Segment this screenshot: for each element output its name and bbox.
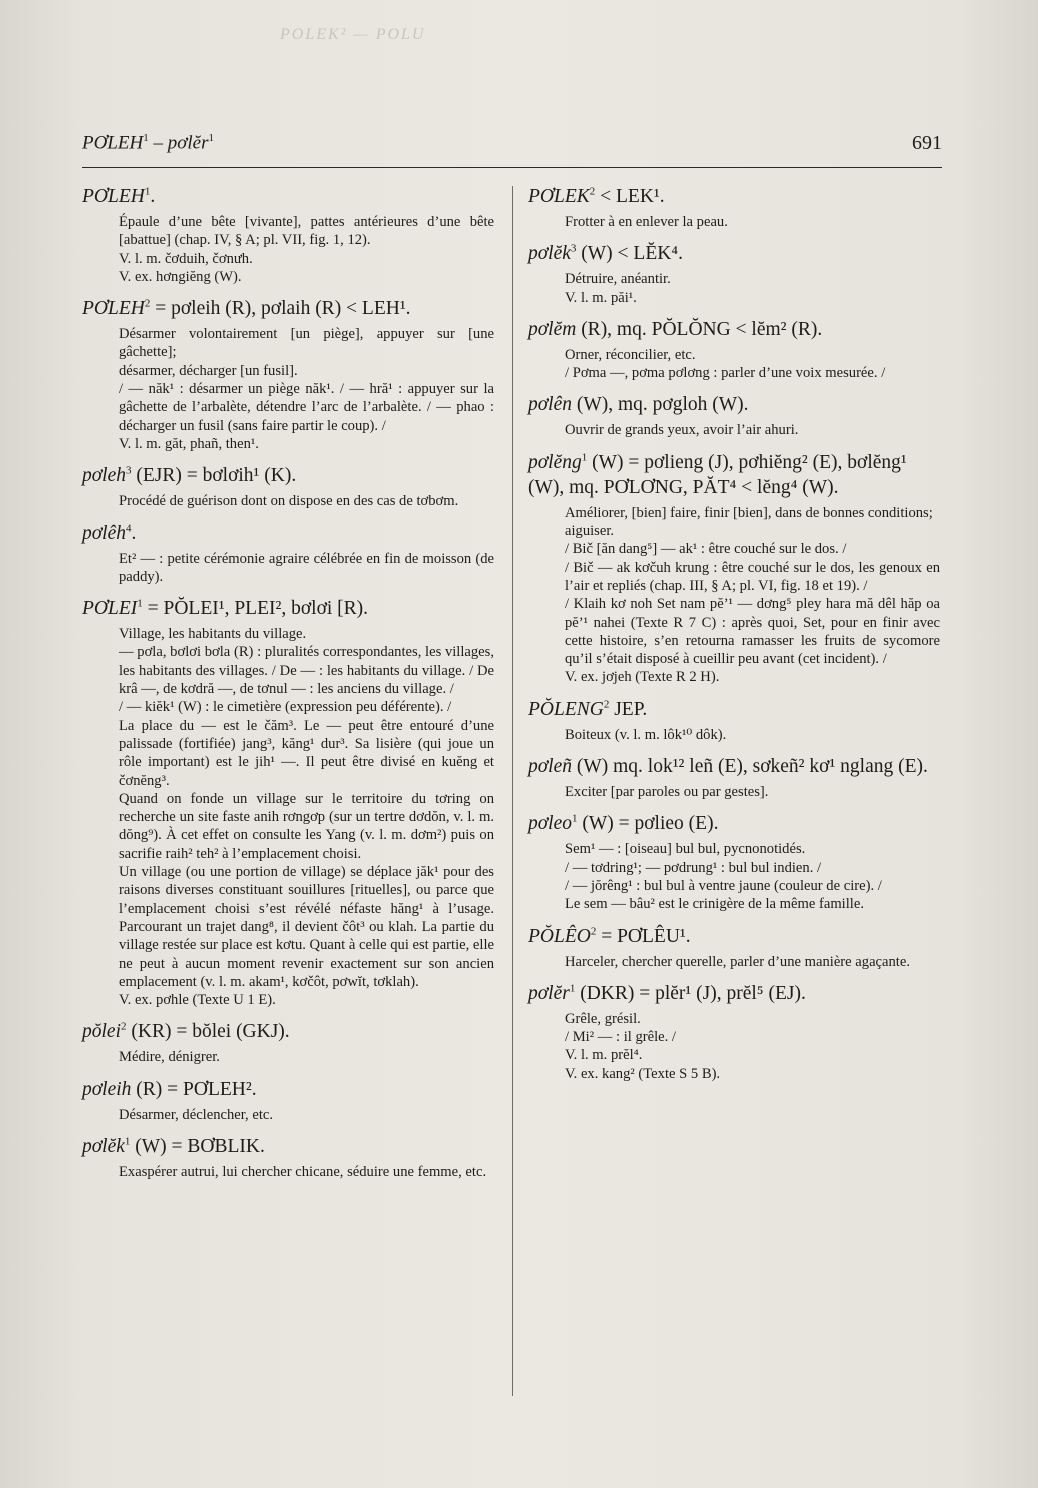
entry-definition: [528, 726, 940, 744]
definition-line: / Pơma —, pơma pơlơng : parler d’une voix mesurée. /: [565, 365, 886, 382]
headword-term: pŏlei: [82, 1021, 121, 1043]
dictionary-entry: [82, 463, 494, 510]
entry-definition: [82, 625, 494, 1009]
headword-term: PƠLEK: [528, 186, 590, 207]
dictionary-entry: [528, 392, 940, 439]
definition-line: Exaspérer autrui, lui chercher chicane, séduire une femme, etc.: [119, 1163, 487, 1180]
definition-line: Désarmer, déclencher, etc.: [119, 1106, 273, 1123]
headword-variants: (EJR) = bơlơih¹ (K).: [131, 465, 297, 487]
headword-variants: (W) = BƠBLIK.: [130, 1135, 265, 1157]
entry-definition: [528, 840, 940, 913]
headword-variants: (W), mq. pơgloh (W).: [571, 394, 749, 416]
headword-term: pơleih: [82, 1078, 132, 1100]
definition-line: Orner, réconcilier, etc.: [565, 346, 696, 363]
headword-variants: .: [150, 186, 156, 207]
entry-definition: [82, 213, 494, 286]
left-column: [82, 184, 494, 1191]
header-rule: [82, 167, 942, 168]
definition-line: V. ex. jơjeh (Texte R 2 H).: [565, 669, 720, 686]
headword-term: PŎLENG: [528, 698, 604, 720]
entry-headword: [82, 463, 494, 488]
definition-line: Un village (ou une portion de village) se déplace jăk¹ pour des raisons diverses constituant souillures [rituelles], ou parce que l’emplacement choisi s’est révélé néfaste hăng¹ à l’usage. Parcourant un trajet dang⁸, il devient čôt³ ou klah. La partie du village restée sur place est kơtu. Quant à celle qui est partie, elle ne peut à aucun moment revenir exactement sur son ancien emplacement (v. l. m. akam¹, kơčôt, pơwĭt, tơklah).: [119, 864, 494, 990]
headword-homonym-number: 2: [144, 297, 151, 310]
headword-term: PŎLÊO: [528, 925, 591, 947]
headword-variants: (W) mq. lok¹² leñ (E), sơkeñ² kơ¹ nglang (E).: [571, 756, 928, 778]
headword-term: pơleh: [82, 465, 126, 487]
headword-variants: < LEK¹.: [595, 186, 665, 207]
dictionary-entry: [528, 981, 940, 1083]
definition-line: Village, les habitants du village.: [119, 626, 307, 643]
headword-variants: = PŎLEI¹, PLEI², bơlơi [R).: [142, 598, 369, 620]
headword-term: pơleñ: [528, 756, 572, 778]
headword-variants: JEP.: [609, 698, 648, 720]
definition-line: — pơla, bơlơi bơla (R) : pluralités correspondantes, les villages, les habitants des villages. / De — : les habitants du village. / De krâ —, de kơdră —, de tơnul — : les anciens du village. /: [119, 644, 494, 698]
headword-homonym-number: 1: [137, 597, 143, 610]
headword-term: pơlĕk: [82, 1135, 125, 1157]
definition-line: / — tơdring¹; — pơdrung¹ : bul bul indien. /: [565, 859, 822, 876]
definition-line: / Mi² — : il grêle. /: [565, 1029, 676, 1046]
headword-homonym-number: 4: [125, 522, 132, 535]
entry-headword: [82, 296, 494, 321]
definition-line: V. l. m. păi¹.: [565, 289, 637, 306]
dictionary-entry: [82, 1019, 494, 1066]
dictionary-entry: [528, 184, 940, 231]
headword-homonym-number: 2: [603, 698, 610, 711]
definition-line: Sem¹ — : [oiseau] bul bul, pycnonotidés.: [565, 841, 806, 858]
entry-headword: [528, 241, 940, 266]
show-through-text: POLEK² — POLU: [280, 26, 426, 43]
headword-variants: = PƠLÊU¹.: [596, 925, 691, 947]
dictionary-entry: [528, 924, 940, 971]
running-head-first-word: PƠLEH: [82, 132, 144, 154]
running-head-first-sup: 1: [143, 132, 149, 144]
dictionary-entry: [528, 697, 940, 744]
headword-homonym-number: 1: [569, 982, 576, 995]
definition-line: / — kiĕk¹ (W) : le cimetière (expression peu déférente). /: [119, 699, 452, 716]
dictionary-entry: [528, 811, 940, 913]
definition-line: Désarmer volontairement [un piège], appuyer sur [une gâchette];: [119, 326, 494, 361]
dictionary-entry: [82, 596, 494, 1009]
dictionary-entry: [82, 521, 494, 587]
definition-line: / — jŏrêng¹ : bul bul à ventre jaune (couleur de cire). /: [565, 877, 882, 894]
headword-variants: (W) = pơlieng (J), pơhiĕng² (E), bơlĕng¹ (W), mq. PƠLƠNG, PĂT⁴ < lĕng⁴ (W).: [528, 451, 907, 498]
entry-definition: [528, 504, 940, 687]
headword-variants: = pơleih (R), pơlaih (R) < LEH¹.: [150, 298, 411, 320]
entry-headword: [528, 754, 940, 779]
headword-term: PƠLEH: [82, 186, 145, 207]
entry-headword: [82, 1134, 494, 1159]
dictionary-entry: [82, 184, 494, 286]
running-head: [82, 132, 942, 164]
entry-definition: [82, 1106, 494, 1124]
headword-variants: (W) = pơlieo (E).: [577, 813, 719, 835]
entry-headword: [528, 981, 940, 1006]
headword-term: pơlêh: [82, 522, 126, 544]
headword-variants: .: [131, 522, 137, 544]
definition-line: Boiteux (v. l. m. lôk¹⁰ dôk).: [565, 726, 727, 743]
headword-term: pơleo: [528, 813, 572, 835]
definition-line: / Bič — ak kơčuh krung : être couché sur le dos, les genoux en l’air et repliés (chap. III, § A; pl. VI, fig. 18 et 19). /: [565, 559, 940, 594]
headword-term: pơlĕk: [528, 243, 571, 265]
definition-line: Frotter à en enlever la peau.: [565, 214, 728, 230]
headword-variants: (W) < LĔK⁴.: [576, 243, 683, 265]
definition-line: Exciter [par paroles ou par gestes].: [565, 784, 769, 801]
headword-homonym-number: 2: [121, 1020, 127, 1033]
definition-line: Améliorer, [bien] faire, finir [bien], dans de bonnes conditions;: [565, 504, 933, 521]
headword-term: pơlĕm: [528, 318, 577, 340]
entry-definition: [528, 421, 940, 439]
definition-line: Harceler, chercher querelle, parler d’une manière agaçante.: [565, 953, 910, 970]
headword-variants: (DKR) = plĕr¹ (J), prĕl⁵ (EJ).: [575, 982, 806, 1004]
dictionary-entry: [528, 317, 940, 383]
headword-homonym-number: 2: [590, 925, 597, 938]
column-divider: [512, 186, 513, 1396]
running-head-separator: –: [148, 132, 168, 154]
definition-line: Ouvrir de grands yeux, avoir l’air ahuri.: [565, 422, 799, 439]
headword-homonym-number: 1: [144, 185, 151, 198]
headword-homonym-number: 3: [570, 242, 577, 255]
headword-term: pơlĕng: [528, 451, 582, 473]
definition-line: / Klaih kơ noh Set nam pĕ’¹ — dơng⁵ pley hara mă dêl hăp oa pĕ’¹ nahei (Texte R 7 C) : après quoi, Set, pour en finir avec cette histoire, s’en retourna ramasser les fruits de sycomore qu’il s’était disposé à cueillir peu avant (cet incident). /: [565, 596, 940, 668]
entry-headword: [82, 596, 494, 621]
entry-definition: [528, 213, 940, 231]
dictionary-entry: [82, 1134, 494, 1181]
entry-headword: [82, 1077, 494, 1102]
definition-line: V. ex. hơngiĕng (W).: [119, 268, 242, 285]
entry-headword: [528, 924, 940, 949]
entry-definition: [528, 783, 940, 801]
definition-line: aiguiser.: [565, 523, 615, 540]
definition-line: Quand on fonde un village sur le territoire du tơring on recherche un site faste anih rơngơp (sur un tertre dơdŏn, v. l. m. dŏng⁹). À cet effet on consulte les Yang (v. l. m. dơm²) puis on sacrifie raih² teh² à l’emplacement choisi.: [119, 790, 494, 862]
right-column: [528, 184, 940, 1093]
definition-line: Médire, dénigrer.: [119, 1049, 220, 1066]
dictionary-entry: [82, 296, 494, 453]
entry-definition: [528, 953, 940, 971]
headword-homonym-number: 3: [125, 464, 132, 477]
entry-definition: [82, 325, 494, 453]
definition-line: La place du — est le čăm³. Le — peut être entouré d’une palissade (fortifiée) jang³, kăng¹ dur³. Sa lisière (qui joue un rôle important) est le jih¹ —. Il peut être divisé en kuĕng et čơnĕng³.: [119, 717, 494, 789]
definition-line: Détruire, anéantir.: [565, 271, 671, 288]
headword-homonym-number: 1: [124, 1135, 131, 1148]
headword-variants: (R), mq. PŎLŎNG < lĕm² (R).: [576, 318, 823, 340]
entry-headword: [528, 450, 940, 500]
entry-headword: [528, 697, 940, 722]
definition-line: V. l. m. găt, phañ, then¹.: [119, 435, 259, 452]
dictionary-entry: [528, 754, 940, 801]
dictionary-entry: [528, 241, 940, 307]
page-number: 691: [912, 132, 942, 154]
entry-definition: [528, 270, 940, 307]
running-head-last-sup: 1: [208, 132, 214, 144]
entry-headword: [528, 811, 940, 836]
definition-line: / — năk¹ : désarmer un piège năk¹. / — hră¹ : appuyer sur la gâchette de l’arbalète, détendre l’arc de l’arbalète. / — phao : décharger un fusil (sans faire partir le coup). /: [119, 381, 494, 434]
entry-definition: [82, 1048, 494, 1066]
headword-term: pơlên: [528, 394, 572, 416]
definition-line: désarmer, décharger [un fusil].: [119, 362, 298, 379]
running-head-title: [82, 132, 214, 154]
definition-line: Et² — : petite cérémonie agraire célébrée en fin de moisson (de paddy).: [119, 550, 494, 585]
running-head-last-word: pơlĕr: [167, 132, 209, 154]
entry-headword: [82, 184, 494, 209]
headword-term: PƠLEI: [82, 598, 138, 620]
definition-line: Épaule d’une bête [vivante], pattes antérieures d’une bête [abattue] (chap. IV, § A; pl. VII, fig. 1, 12).: [119, 214, 494, 249]
definition-line: Grêle, grésil.: [565, 1010, 641, 1027]
definition-line: / Bič [ăn dang⁵] — ak¹ : être couché sur le dos. /: [565, 541, 847, 558]
entry-definition: [528, 1010, 940, 1083]
headword-homonym-number: 1: [581, 451, 588, 464]
definition-line: V. ex. kang² (Texte S 5 B).: [565, 1065, 721, 1082]
headword-variants: (R) = PƠLEH².: [131, 1078, 257, 1100]
headword-homonym-number: 2: [589, 185, 596, 198]
entry-headword: [528, 184, 940, 209]
definition-line: Le sem — bâu² est le crinigère de la même famille.: [565, 896, 864, 913]
entry-definition: [82, 550, 494, 587]
definition-line: V. l. m. čơduih, čơnưh.: [119, 250, 253, 267]
headword-term: PƠLEH: [82, 298, 145, 320]
entry-definition: [82, 492, 494, 510]
dictionary-entry: [528, 450, 940, 687]
headword-variants: (KR) = bŏlei (GKJ).: [126, 1021, 290, 1043]
definition-line: V. l. m. prĕl⁴.: [565, 1047, 643, 1064]
entry-headword: [82, 1019, 494, 1044]
entry-definition: [82, 1163, 494, 1181]
headword-homonym-number: 1: [571, 812, 578, 825]
definition-line: V. ex. pơhle (Texte U 1 E).: [119, 992, 276, 1009]
entry-headword: [528, 317, 940, 342]
entry-definition: [528, 346, 940, 383]
definition-line: Procédé de guérison dont on dispose en des cas de tơbơm.: [119, 493, 459, 510]
dictionary-entry: [82, 1077, 494, 1124]
headword-term: pơlĕr: [528, 982, 570, 1004]
entry-headword: [82, 521, 494, 546]
entry-headword: [528, 392, 940, 417]
